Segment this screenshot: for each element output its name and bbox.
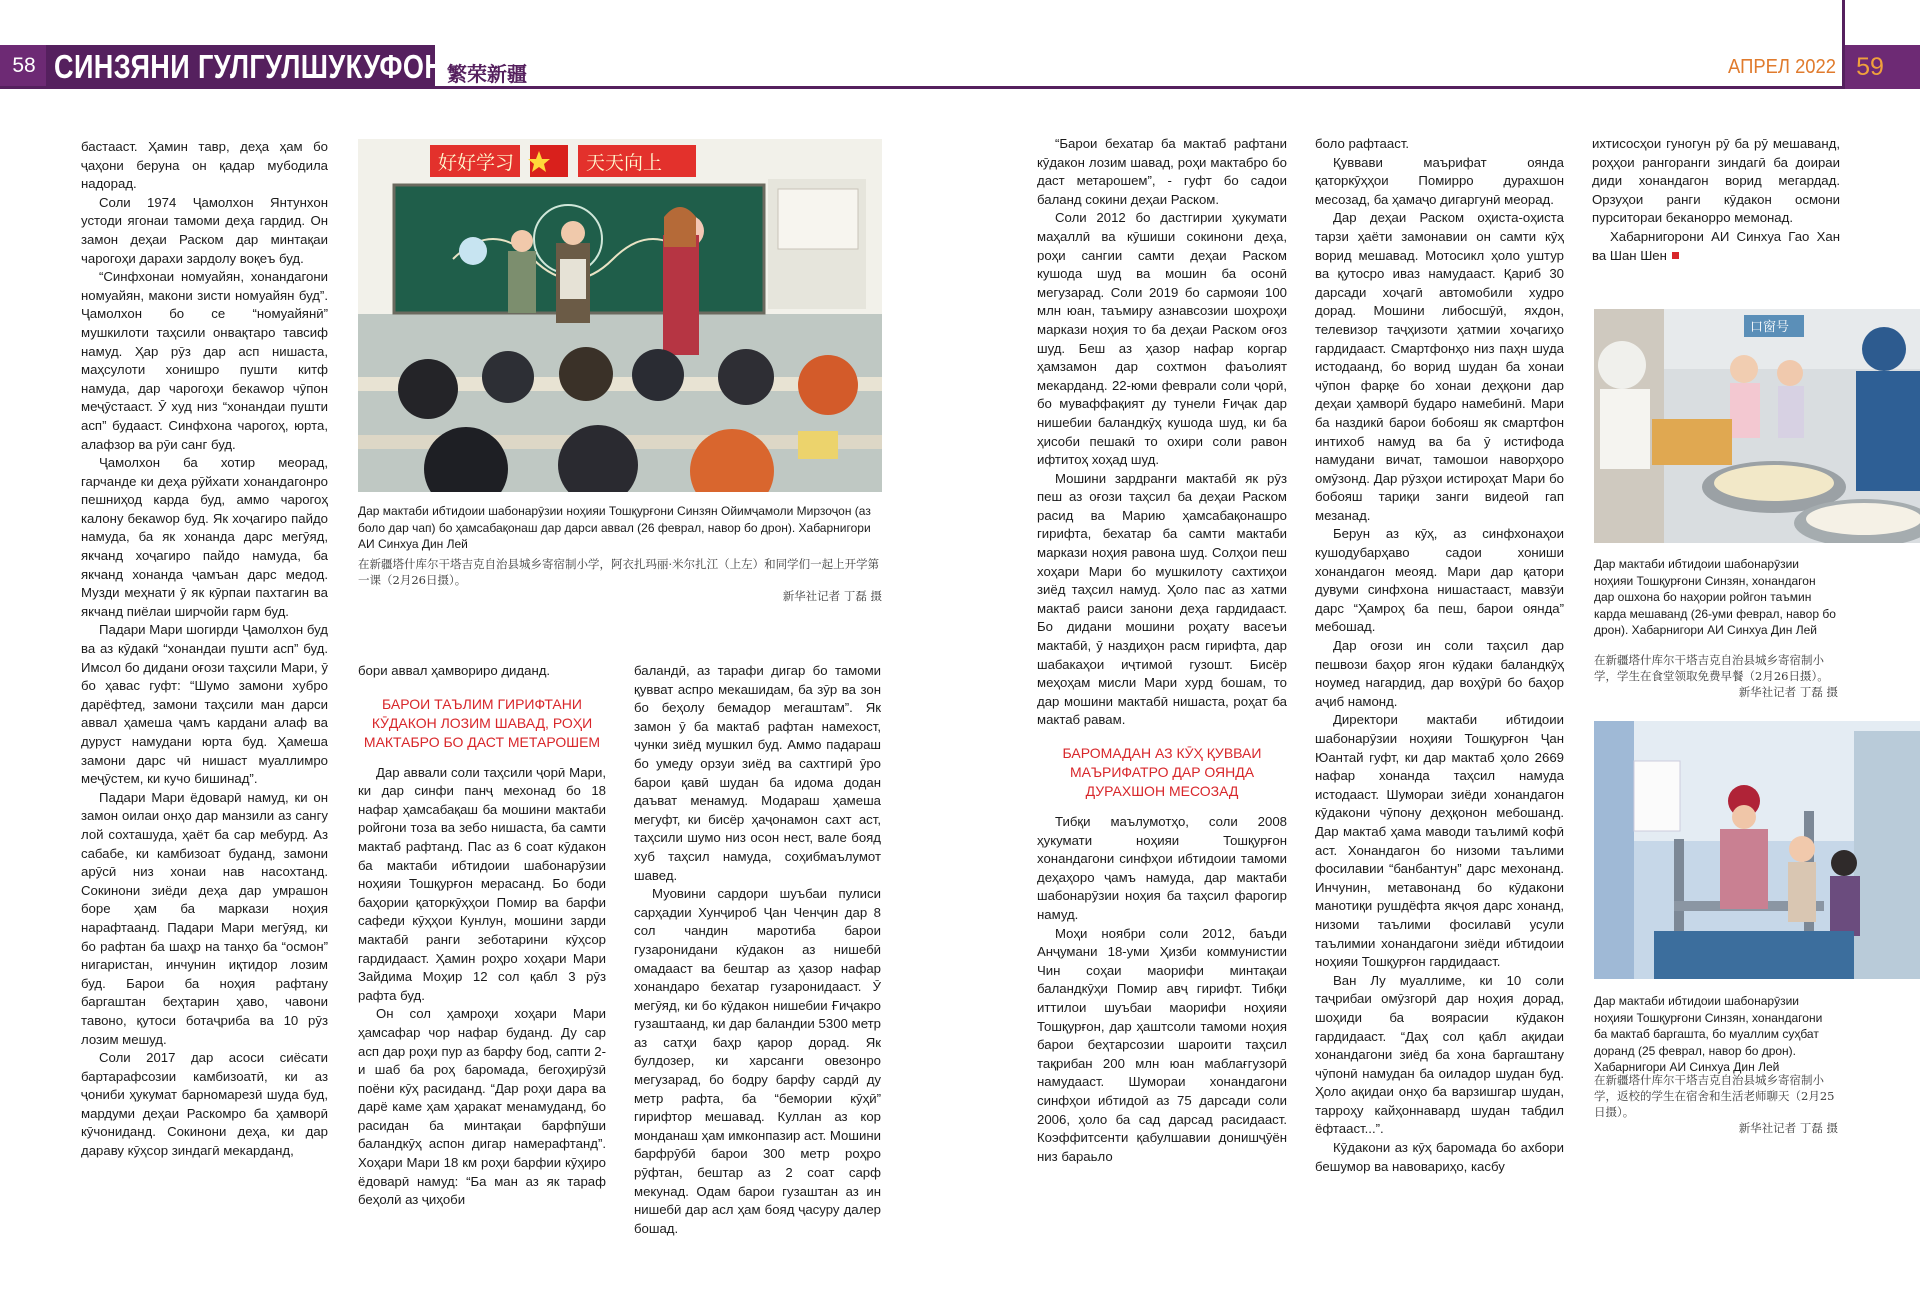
canteen-photo-caption: Дар мактаби ибтидоии шабонарӯзии ноҳияи Тошқурғони Синзян, хонандагон дар ошхона бо наҳории ройгон таъмин карда мешаванд (26-уми феврал, навор бо дрон). Хабарнигори АИ Синхуа Дин Лей <box>1594 557 1836 637</box>
classroom-photo-caption-chinese <box>358 556 882 604</box>
paragraph: Директори мактаби ибтидоии шабонарӯзии ноҳияи Тошқурғон Ҷан Юантай гуфт, ки дар мактаб ҳоло 2669 нафар хонанда таҳсил намуда истодааст. Шумораи зиёди хонандагон кӯдакони чӯпону деҳқонон мебошанд. Дар мактаб ҳама маводи таълимӣ кофӣ аст. Хонандагон бо низоми таълими фосилавии “банбантун” дарс мехонанд. Инчунин, метавонанд бо кӯдакони манотиқи рушдёфта якҷоя дарс хонанд, низоми таълими фосилавӣ усули таълимии хонандагони зиёди ибтидоии ноҳияи Тошқурғон гардидааст. <box>1315 712 1564 970</box>
article-column-4 <box>1037 135 1287 1166</box>
dormitory-photo <box>1594 721 1920 979</box>
photo-credit: 新华社记者 丁磊 摄 <box>782 589 882 603</box>
dormitory-photo-caption: Дар мактаби ибтидоии шабонарӯзии ноҳияи Тошқурғони Синзян, хонандагони ба мактаб баргашта, бо муаллим суҳбат доранд (25 феврал, навор бо дрон). Хабарнигори АИ Синхуа Дин Лей <box>1594 994 1823 1074</box>
paragraph: Қуввави маърифат оянда қаторкӯҳҳои Помирро дурахшон месозад, ба ҳамаҷо дигаргунӣ меорад. <box>1315 154 1564 207</box>
article-column-6 <box>1592 135 1840 265</box>
canteen-photo <box>1594 309 1920 543</box>
paragraph: бори аввал ҳамвориро диданд. <box>358 663 551 678</box>
page-number-right: 59 <box>1856 53 1884 81</box>
page-number-left: 58 <box>12 54 36 77</box>
paragraph: Берун аз кӯҳ, аз синфхонаҳои кушодубарҳаво садои хониши хонандагон меояд. Мари дар қатори дувуми синфхона нишастааст, мавзӯи дарс “Ҳамроҳ ба пеш, барои оянда” мебошад. <box>1315 526 1564 635</box>
header-rule <box>0 86 1842 89</box>
classroom-photo <box>358 139 882 492</box>
end-mark-icon <box>1672 252 1679 259</box>
section-subheading: БАРОМАДАН АЗ КӮҲ ҚУВВАИ МАЪРИФАТРО ДАР ОЯНДА ДУРАХШОН МЕСОЗАД <box>1062 745 1262 799</box>
photo-credit: 新华社记者 丁磊 摄 <box>1738 1121 1838 1135</box>
paragraph: Дар аввали соли таҳсили ҷорӣ Мари, ки дар синфи панҷ мехонад бо 18 нафар ҳамсабақаш ба мошини мактаби ройгони тоза ва зебо нишаста, ба самти мактаб рафтанд. Пас аз 6 соат кӯдакон ба мактаби ибтидоии шабонарӯзии ноҳияи Тошқурғон мерасанд. Бо боди баҳории қаторкӯҳҳои Помир ва барфи сафеди кӯҳҳои Кунлун, мошини зарди мактабӣ ранги зеботарини кӯҳсор гардидааст. Ҳамин роҳро хоҳари Мари Зайдима Моҳир 12 сол қабл 3 рӯз рафта буд. <box>358 764 606 1003</box>
signature-text: Хабарнигорони АИ Синхуа Гао Хан ва Шан Шен <box>1592 228 1840 263</box>
photo-credit: 新华社记者 丁磊 摄 <box>1738 685 1838 699</box>
caption-chinese-text: 在新疆塔什库尔干塔吉克自治县城乡寄宿制小学，阿衣扎玛丽·米尔扎江（上左）和同学们一起上开学第一课（2月26日摄）。 <box>358 557 880 587</box>
issue-date: АПРЕЛ 2022 <box>1728 56 1836 78</box>
dormitory-photo-caption-chinese <box>1594 1072 1838 1136</box>
banner-left-text: 好好学习 <box>438 152 515 174</box>
paragraph: бастааст. Ҳамин тавр, деҳа ҳам бо ҷаҳони беруна он қадар мубодила надорад. <box>81 139 328 192</box>
paragraph: Соли 2017 дар асоси сиёсати бартарафсозии камбизоатӣ, ки аз ҷониби ҳукумат барномарезӣ шуда буд, мардуми деҳаи Раскомро ба ҳамворӣ кӯчониданд. Сокинони деҳа, ки дар дараву кӯҳсор зиндагӣ мекарданд, <box>81 1050 328 1159</box>
paragraph: баландӣ, аз тарафи дигар бо тамоми қувват аспро мекашидам, ба зӯр ва зон бо беҳолу бемадор мегаштам”. Як замон ӯ ба мактаб рафтан намехост, чунки зиёд мушкил буд. Аммо падараш бо умеду орзуи зиёд ва сахтгирӣ ӯро барои қавӣ шудан ба идома додан даъват менамуд. Модараш ҳамеша мегуфт, ки бисёр ҳаҷонамон сахт аст, таҳсили шумо низ осон нест, вале бояд хуб таҳсил намуда, соҳибмаълумот шавед. <box>634 663 881 883</box>
paragraph: Дар деҳаи Раском оҳиста-оҳиста тарзи ҳаёти замонавии он самти кӯҳ ворид мешавад. Мотосикл ҳоло уштур ва қутосро иваз намудааст. Қариб 30 дарсади хоҷагӣ автомобили худро дорад. Мошини либосшӯӣ, яхдон, телевизор таҷҳизоти ҳатмии хоҷагиҳо гардидааст. Смартфонҳо низ паҳн шуда истодаанд, бо ворид шудан ба хонаи чӯпон фарқе бо хонаи деҳқони дар деҳаи ҳамворӣ бударо намебинӣ. Мари ба наздикӣ барои бобояш як смартфон интихоб намуд ва ба ӯ истифода намудани вичат, тамошои наворҳоро омӯзонд. Дар рӯзҳои истироҳат Мари бо бобояш тариқи занги видеоӣ гап мезанад. <box>1315 210 1564 523</box>
paragraph: Он сол ҳамроҳи хоҳари Мари ҳамсафар чор нафар буданд. Ду сар асп дар роҳи пур аз барфу бод, сапти 2-и шаб ба роҳ баромада, бегоҳирӯзӣ поёни кӯҳ расиданд. “Дар роҳи дара ва дарё каме ҳам ҳаракат менамуданд, бо расидан ба минтақаи барфпӯши баландкӯҳ аспон дигар намерафтанд”. Хоҳари Мари 18 км роҳи барфии кӯҳиро ёдоварӣ намуд: “Ба ман аз як тараф беҳолӣ аз ҷиҳоби <box>358 1006 606 1208</box>
banner-right-text: 天天向上 <box>586 152 663 174</box>
canteen-sign-text: 口窗号 <box>1750 320 1790 335</box>
magazine-title-chinese: 繁荣新疆 <box>447 62 527 86</box>
paragraph: Мошини зардранги мактабӣ як рӯз пеш аз оғози таҳсил ба деҳаи Раском расид ва Марию ҳамсабақонашро гирифта, бехатар ба самти мактаби маркази ноҳия равона шуд. Солҳои пеш хоҳари Мари бо мушкилоту сахтиҳои зиёд таҳсил намуд. Ҳоло пас аз хатми мактаб раиси занони деҳа гардидааст. Бо дидани мошини роҳату васеъи мактабӣ, ӯ наздиҳон расм гирифта, дар шабакаҳои иҷтимоӣ гузошт. Бисёр меҳоҳам мисли Мари хурд бошам, то дар мошини мактабӣ нишаста, роҳат ба мактаб равам. <box>1037 470 1287 728</box>
paragraph: “Барои бехатар ба мактаб рафтани кӯдакон лозим шавад, роҳи мактабро бо даст метарошем”, - гуфт бо садои баланд сокини деҳаи Раском. <box>1037 136 1287 207</box>
paragraph: “Синфхонаи номуайян, хонандагони номуайян, макони зисти номуайян буд”. Ҷамолхон бо се “номуайянӣ” мушкилоти таҳсили онвақтаро тавсиф намуд. Ҳар рӯз дар асп нишаста, маҳсулоти хонишро пушти китф намуда, дар чарогоҳи бекаԝор чӯпон меҷӯстааст. Ӯ худ низ “хонандаи пушти асп” будааст. Синфхона чарогоҳ, юрта, алафзор ва рӯи санг буд. <box>81 269 328 452</box>
paragraph: боло рафтааст. <box>1315 136 1410 151</box>
paragraph: Ван Лу муаллиме, ки 10 соли таҷрибаи омӯзгорӣ дар ноҳия дорад, шоҳиди ба воярасии кӯдакон гардидааст. “Даҳ сол қабл ақидаи хонандагони зиёд ба хона баргаштану чӯпонӣ намудан ба оиладор шудан буд. Ҳоло ақидаи онҳо ба варзишгар шудан, тарроҳу кайҳоннавард шудан табдил ёфтааст...”. <box>1315 972 1564 1137</box>
author-signature <box>1592 228 1840 265</box>
article-column-1 <box>81 138 328 1161</box>
classroom-photo-caption: Дар мактаби ибтидоии шабонарӯзии ноҳияи Тошқурғони Синзян Ойимҷамоли Мирзоҷон (аз боло дар чап) бо ҳамсабақонаш дар дарси аввал (26 феврал, навор бо дрон). Хабарнигори АИ Синхуа Дин Лей <box>358 504 871 551</box>
section-subheading: БАРОИ ТАЪЛИМ ГИРИФТАНИ КӮДАКОН ЛОЗИМ ШАВАД, РОҲИ МАКТАБРО БО ДАСТ МЕТАРОШЕМ <box>363 695 601 750</box>
paragraph: Падари Мари шогирди Ҷамолхон буд ва аз кӯдакӣ “хонандаи пушти асп” буд. Имсол бо дидани оғози таҳсили Мари, ӯ бо ҳавас гуфт: “Шумо замони хубро дарёфтед, замони таҳсили ман дарси аввал ҳамеша ҷамъ кардани алаф ва дуруст намудани юрта буд. Ҳамеша замони дарс чӣ нишаст муаллимро меҷӯстем, ки кучо бишинад”. <box>81 622 328 787</box>
article-column-5 <box>1315 135 1564 1176</box>
paragraph: Кӯдакони аз кӯҳ баромада бо ахбори бешумор ва навовариҳо, касбу <box>1315 1140 1564 1174</box>
magazine-title: СИНЗЯНИ ГУЛГУЛШУКУФОН <box>54 48 445 85</box>
paragraph: ихтисосҳои гуногун рӯ ба рӯ мешаванд, роҳҳои рангоранги зиндагӣ ба доираи диди хонандагон ворид мегардад. Орзуҳои ранги кӯдакон осмони пурситораи беканорро мемонад. <box>1592 136 1840 226</box>
paragraph: Ҷамолхон ба хотир меорад, гарчанде ки деҳа рӯйхати хонандагонро пешниҳод карда буд, аммо чарогоҳ калону бекаԝор буд. Як хоҷагиро пайдо намуда, ба як хонанда дарс мегӯяд, якчанд хоҷагиро пайдо намуда, ба якчанд хонанда ҷамъан дарс медод. Музди меҳнати ӯ як кӯрпаи пахтагин ва якчанд пиёлаи ширчойи гарм буд. <box>81 455 328 619</box>
paragraph: Падари Мари ёдоварӣ намуд, ки он замон оилаи онҳо дар манзили аз сангу лой сохташуда, ҳаёт ба сар мебурд. Аз сабабе, ки камбизоат буданд, замони арӯсӣ низ хонаи нав насохтанд. Сокинони зиёди деҳа дар умрашон боре ҳам ба маркази ноҳия нарафтаанд. Падари Мари мегӯяд, ки бо рафтан ба шаҳр на танҳо ба “осмон” нигаристан, инчунин иқтидор лозим буд. Барои ба ноҳия рафтану баргаштан беҳтарин ҳаво, чавони тавоно, қутоси ботаҷриба ва 10 рӯз лозим мешуд. <box>81 789 328 1047</box>
paragraph: Муовини сардори шуъбаи пулиси сарҳадии Хунҷироб Ҷан Ченҷин дар 8 сол чандин маротиба барои гузаронидани кӯдакон аз нишебӣ омадааст ва бештар аз ҳазор нафар хонандаро бехатар гузаронидааст. Ӯ мегӯяд, ки бо кӯдакон нишебии Ғиҷакро гузаштаанд, ки дар баландии 5300 метр аз сатҳи баҳр қарор дорад. Як булдозер, ки харсанги овезонро мегузарад, бо бодру барфу сардӣ ду метр рафта, ба “бемории кӯҳӣ” гирифтор мешавад. Куллан аз кор монданаш ҳам имконпазир аст. Мошини барфрӯбӣ барои 300 метр роҳро рӯфтан, бештар аз 2 соат сарф мекунад. Одам барои гузаштан аз ин нишебӣ дар асл ҳам бояд ҷасуру далер бошад. <box>634 886 881 1236</box>
paragraph: Соли 2012 бо дастгирии ҳукумати маҳаллӣ ва кӯшиши сокинони деҳа, роҳи сангии самти деҳаи Раском кушода шуд ва мошин ба осонӣ мегузарад. Соли 2019 бо сармояи 100 млн юан, таъмиру азнавсозии шоҳроҳи маркази ноҳия то ба деҳаи Раском оғоз шуд. Беш аз ҳазор нафар коргар ҳамзамон дар сохтмон фаъолият мекарданд. 22-юми феврали соли ҷорӣ, бо муваффақият ду тунели Ғиҷак дар нишебии баландкӯҳ кушода шуд, ки ба ҳисоби пешакӣ то охири соли равон ифтитоҳ хоҳад шуд. <box>1037 210 1287 468</box>
paragraph: Моҳи ноябри соли 2012, баъди Анҷумани 18-уми Ҳизби коммунистии Чин соҳаи маорифи минтақаи баландкӯҳи Помир авҷ гирифт. Тибқи иттилои шуъбаи маорифи ноҳияи Тошқурғон, дар ҳаштсоли тамоми ноҳия барои беҳтарсозии шароити таҳсил тақрибан 200 млн юан маблағгузорӣ намудааст. Шумораи хонандагони синфҳои ибтидоӣ аз 75 дарсади соли 2006, ҳоло ба сад дарсад расидааст. Коэффитсенти қабулшавии донишҷӯён низ бараьло <box>1037 925 1287 1164</box>
article-column-2 <box>358 662 606 1210</box>
caption-chinese-text: 在新疆塔什库尔干塔吉克自治县城乡寄宿制小学，返校的学生在宿舍和生活老师聊天（2月25日摄）。 <box>1594 1073 1835 1119</box>
article-column-3 <box>634 662 881 1238</box>
caption-chinese-text: 在新疆塔什库尔干塔吉克自治县城乡寄宿制小学，学生在食堂领取免费早餐（2月26日摄）。 <box>1594 653 1829 683</box>
paragraph: Дар оғози ин соли таҳсил дар пешвози баҳор ягон кӯдаки баландкӯҳ ноумед нагардид, дар воҳӯрӣ бо баҳор аҷиб намонд. <box>1315 638 1564 709</box>
canteen-photo-caption-chinese <box>1594 652 1838 700</box>
paragraph: Тибқи маълумотҳо, соли 2008 ҳукумати ноҳияи Тошқурғон хонандагони синфҳои ибтидоии тамоми деҳаҳоро ҷамъ намуда, дар мактаби шабонарӯзии ноҳия ба таҳсил фарогир намуд. <box>1037 814 1287 922</box>
paragraph: Соли 1974 Ҷамолхон Янтунхон устоди ягонаи тамоми деҳа гардид. Он замон деҳаи Раском дар минтақаи чарогоҳи дарахи зардолу воқеъ буд. <box>81 194 328 266</box>
